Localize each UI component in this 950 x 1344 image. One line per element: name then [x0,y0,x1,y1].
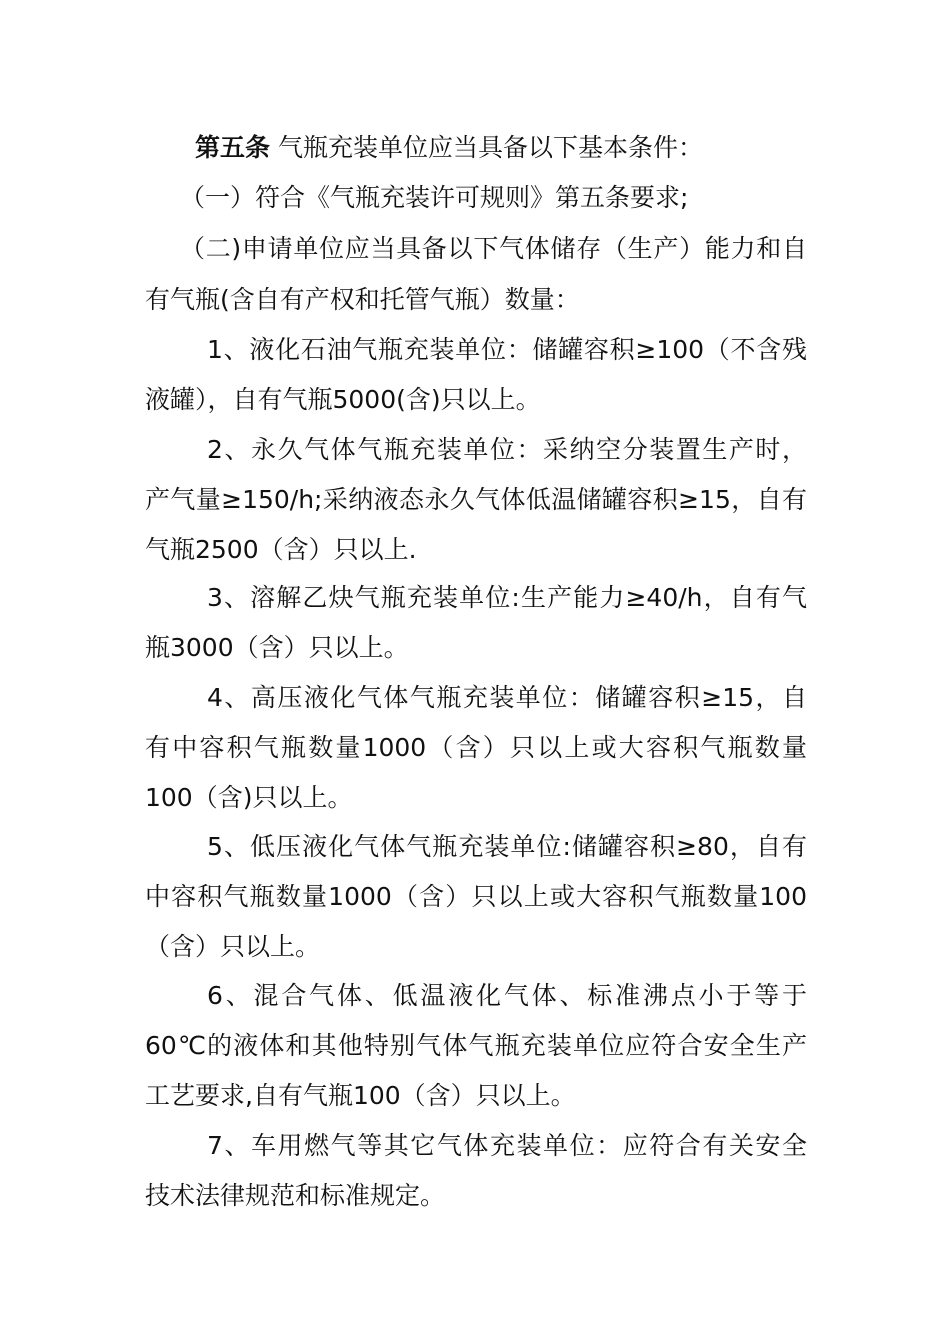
condition-5-line-3: （含）只以上。 [145,932,321,961]
condition-1-line-2: 液罐），自有气瓶5000(含)只以上。 [145,385,541,414]
condition-2-line-1: 2、永久气体气瓶充装单位：采纳空分装置生产时， [207,435,807,464]
condition-6-line-1: 6、混合气体、低温液化气体、标准沸点小于等于 [207,981,807,1010]
clause-1: （一）符合《气瓶充装许可规则》第五条要求; [180,183,689,212]
clause-2-line-1: （二)申请单位应当具备以下气体储存（生产）能力和自 [180,234,807,263]
condition-4-line-1: 4、高压液化气体气瓶充装单位：储罐容积≥15，自 [207,683,807,712]
condition-6-line-3: 工艺要求,自有气瓶100（含）只以上。 [145,1081,576,1110]
clause-2-line-2: 有气瓶(含自有产权和托管气瓶）数量： [145,285,580,314]
article-number: 第五条 [195,133,271,162]
condition-5-line-1: 5、低压液化气体气瓶充装单位:储罐容积≥80，自有 [207,832,807,861]
condition-2-line-2: 产气量≥150/h;采纳液态永久气体低温储罐容积≥15，自有 [145,485,807,514]
condition-3-line-2: 瓶3000（含）只以上。 [145,633,409,662]
condition-4-line-3: 100（含)只以上。 [145,783,353,812]
condition-5-line-2: 中容积气瓶数量1000（含）只以上或大容积气瓶数量100 [145,882,807,911]
condition-1-line-1: 1、液化石油气瓶充装单位：储罐容积≥100（不含残 [207,335,807,364]
condition-6-line-2: 60℃的液体和其他特别气体气瓶充装单位应符合安全生产 [145,1031,807,1060]
condition-2-line-3: 气瓶2500（含）只以上. [145,535,417,564]
condition-7-line-2: 技术法律规范和标准规定。 [145,1181,446,1210]
condition-4-line-2: 有中容积气瓶数量1000（含）只以上或大容积气瓶数量 [145,733,807,762]
condition-7-line-1: 7、车用燃气等其它气体充装单位：应符合有关安全 [207,1131,807,1160]
condition-3-line-1: 3、溶解乙炔气瓶充装单位:生产能力≥40/h，自有气 [207,583,807,612]
article-intro: 气瓶充装单位应当具备以下基本条件： [270,133,703,162]
article-heading-line [195,133,807,163]
